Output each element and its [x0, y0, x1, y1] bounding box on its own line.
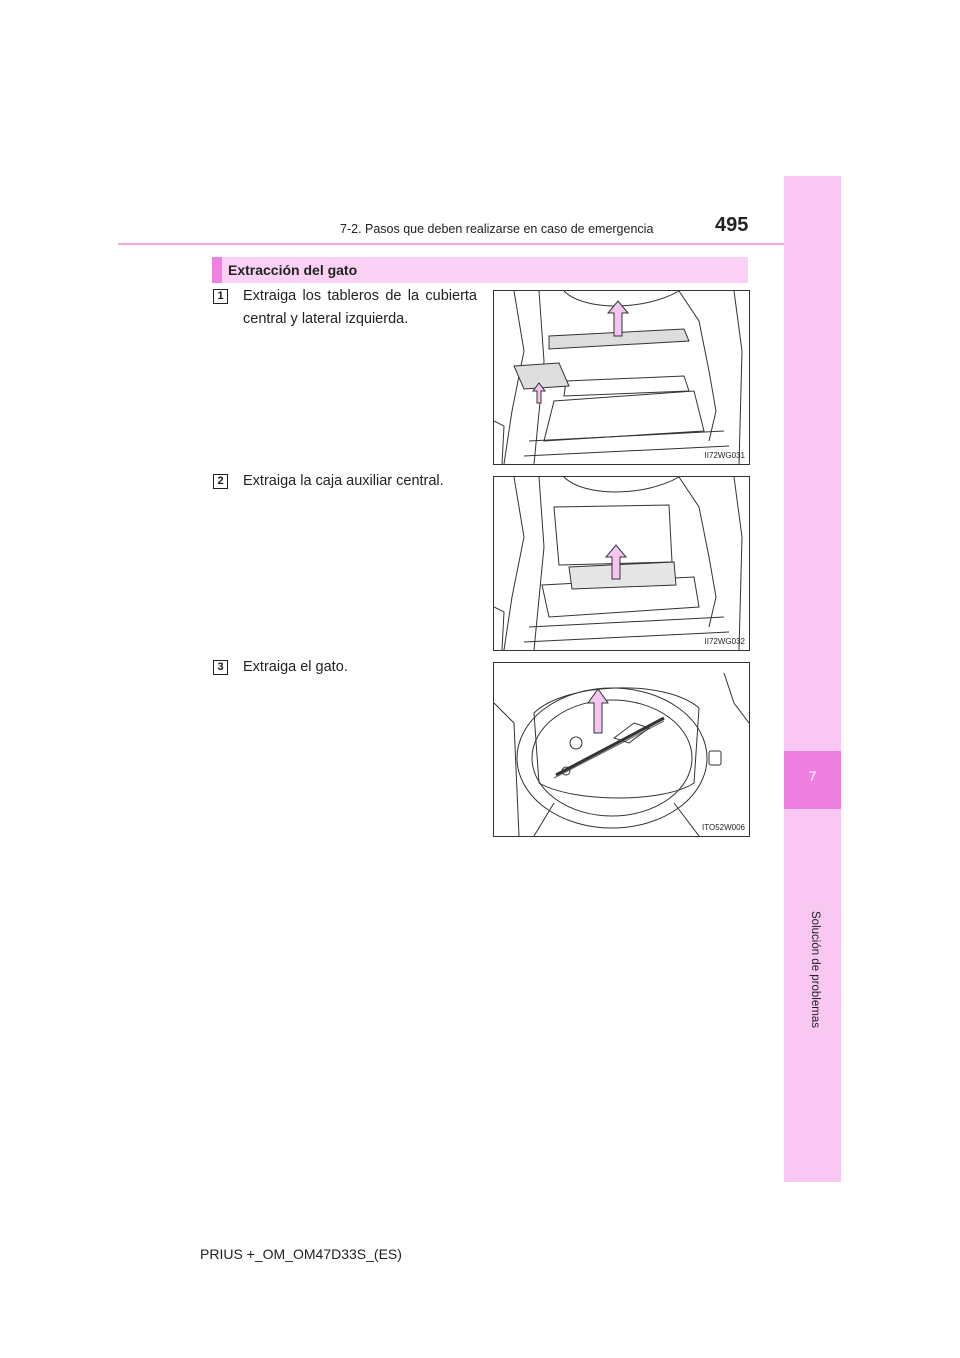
chapter-side-tab [784, 176, 841, 1182]
header-rule [118, 243, 841, 245]
figure-code: II72WG031 [704, 451, 745, 460]
step-text: Extraiga el gato. [243, 659, 348, 675]
chapter-title: Solución de problemas [809, 911, 821, 1028]
figure-auxiliary-box [493, 476, 750, 651]
step-badge: 1 [213, 289, 228, 304]
figure-code: ITO52W006 [702, 823, 745, 832]
step-badge: 3 [213, 660, 228, 675]
chapter-number: 7 [808, 768, 817, 784]
document-id: PRIUS +_OM_OM47D33S_(ES) [200, 1246, 402, 1262]
figure-jack-removal [493, 662, 750, 837]
figure-trunk-cover-boards [493, 290, 750, 465]
section-title: Extracción del gato [228, 262, 358, 278]
step-text: Extraiga la caja auxiliar central. [243, 473, 444, 489]
step-text: Extraiga los tableros de la cubierta central y lateral izquierda. [243, 288, 477, 327]
step-badge: 2 [213, 474, 228, 489]
figure-code: II72WG032 [704, 637, 745, 646]
running-header: 7-2. Pasos que deben realizarse en caso de emergencia [340, 222, 654, 236]
page-number: 495 [715, 214, 749, 236]
